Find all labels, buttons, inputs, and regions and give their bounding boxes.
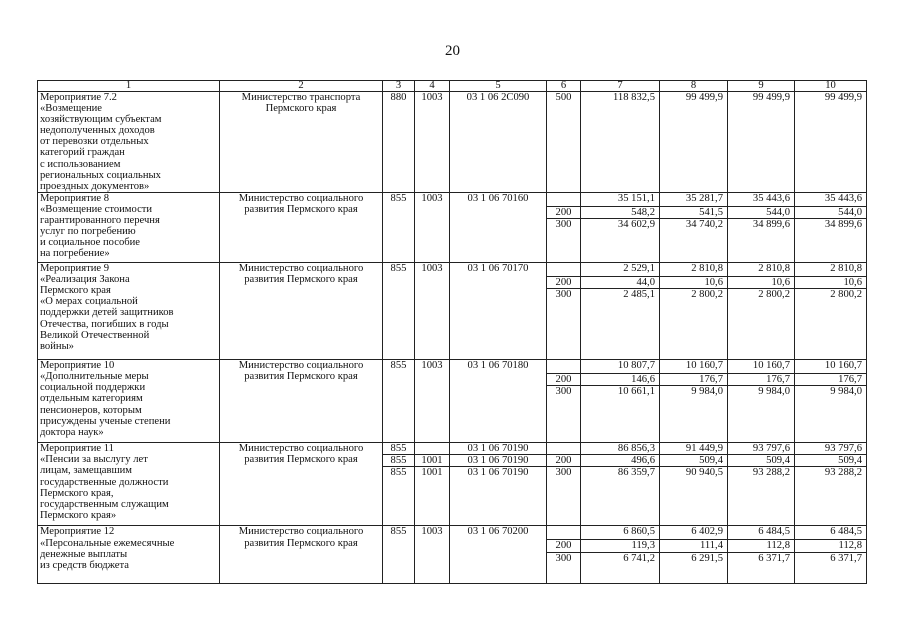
v9-cell: 9 984,0 (728, 386, 795, 443)
column-header: 6 (547, 81, 581, 92)
type-cell: 300 (547, 552, 581, 583)
section-cell (415, 277, 450, 289)
grbs-cell (383, 289, 415, 360)
v9-cell: 93 288,2 (728, 467, 795, 526)
ministry-cell: Министерство социального развития Пермского края (220, 360, 383, 443)
article-cell (450, 540, 547, 552)
section-cell: 1003 (415, 360, 450, 374)
v8-cell: 2 810,8 (660, 263, 728, 277)
section-cell (415, 219, 450, 263)
v8-cell: 9 984,0 (660, 386, 728, 443)
v10-cell: 2 800,2 (795, 289, 867, 360)
grbs-cell: 855 (383, 360, 415, 374)
article-cell (450, 552, 547, 583)
article-cell: 03 1 06 70180 (450, 360, 547, 374)
type-cell: 200 (547, 455, 581, 467)
v9-cell: 10,6 (728, 277, 795, 289)
grbs-cell (383, 374, 415, 386)
article-cell (450, 374, 547, 386)
article-cell: 03 1 06 70190 (450, 455, 547, 467)
grbs-cell: 855 (383, 443, 415, 455)
v7-cell: 34 602,9 (581, 219, 660, 263)
column-header: 5 (450, 81, 547, 92)
v8-cell: 91 449,9 (660, 443, 728, 455)
v10-cell: 34 899,6 (795, 219, 867, 263)
section-cell (415, 289, 450, 360)
v7-cell: 2 485,1 (581, 289, 660, 360)
section-cell (415, 443, 450, 455)
v7-cell: 86 359,7 (581, 467, 660, 526)
v7-cell: 146,6 (581, 374, 660, 386)
v10-cell: 544,0 (795, 207, 867, 219)
v7-cell: 10 661,1 (581, 386, 660, 443)
article-cell (450, 386, 547, 443)
v9-cell: 10 160,7 (728, 360, 795, 374)
v10-cell: 2 810,8 (795, 263, 867, 277)
v10-cell: 6 484,5 (795, 526, 867, 540)
grbs-cell: 855 (383, 193, 415, 207)
v8-cell: 34 740,2 (660, 219, 728, 263)
article-cell (450, 277, 547, 289)
ministry-cell: Министерство социального развития Пермского края (220, 443, 383, 526)
v7-cell: 118 832,5 (581, 92, 660, 193)
v7-cell: 6 860,5 (581, 526, 660, 540)
v8-cell: 2 800,2 (660, 289, 728, 360)
page-number: 20 (445, 43, 460, 59)
type-cell (547, 360, 581, 374)
v9-cell: 2 800,2 (728, 289, 795, 360)
v9-cell: 176,7 (728, 374, 795, 386)
v8-cell: 176,7 (660, 374, 728, 386)
type-cell: 200 (547, 277, 581, 289)
activity-cell: Мероприятие 10 «Дополнительные меры социальной поддержки отдельным категориям пенсионеров, которым присуждены ученые степени доктора наук» (38, 360, 220, 443)
v7-cell: 10 807,7 (581, 360, 660, 374)
v8-cell: 90 940,5 (660, 467, 728, 526)
type-cell: 200 (547, 540, 581, 552)
column-header: 4 (415, 81, 450, 92)
v8-cell: 99 499,9 (660, 92, 728, 193)
type-cell (547, 193, 581, 207)
table-row (38, 92, 867, 193)
table-row (38, 263, 867, 277)
v7-cell: 119,3 (581, 540, 660, 552)
v8-cell: 10,6 (660, 277, 728, 289)
type-cell: 300 (547, 219, 581, 263)
article-cell (450, 219, 547, 263)
v9-cell: 99 499,9 (728, 92, 795, 193)
type-cell: 200 (547, 374, 581, 386)
v10-cell: 9 984,0 (795, 386, 867, 443)
column-header-row (38, 81, 867, 92)
article-cell (450, 289, 547, 360)
v10-cell: 6 371,7 (795, 552, 867, 583)
v8-cell: 541,5 (660, 207, 728, 219)
v7-cell: 44,0 (581, 277, 660, 289)
grbs-cell (383, 552, 415, 583)
activity-cell: Мероприятие 7.2 «Возмещение хозяйствующим субъектам недополученных доходов от перевозки отдельных категорий граждан с использованием региональных социальных проездных документов» (38, 92, 220, 193)
grbs-cell (383, 386, 415, 443)
v7-cell: 6 741,2 (581, 552, 660, 583)
v10-cell: 93 288,2 (795, 467, 867, 526)
column-header: 8 (660, 81, 728, 92)
article-cell: 03 1 06 70160 (450, 193, 547, 207)
type-cell (547, 443, 581, 455)
section-cell: 1003 (415, 193, 450, 207)
section-cell (415, 552, 450, 583)
table-row (38, 443, 867, 455)
v8-cell: 6 402,9 (660, 526, 728, 540)
type-cell: 300 (547, 289, 581, 360)
section-cell: 1003 (415, 526, 450, 540)
table-row (38, 193, 867, 207)
article-cell (450, 207, 547, 219)
grbs-cell: 855 (383, 263, 415, 277)
section-cell (415, 386, 450, 443)
article-cell: 03 1 06 70170 (450, 263, 547, 277)
column-header: 7 (581, 81, 660, 92)
v7-cell: 35 151,1 (581, 193, 660, 207)
ministry-cell: Министерство социального развития Пермского края (220, 193, 383, 263)
grbs-cell (383, 219, 415, 263)
column-header: 9 (728, 81, 795, 92)
article-cell: 03 1 06 70190 (450, 443, 547, 455)
v10-cell: 112,8 (795, 540, 867, 552)
section-cell (415, 540, 450, 552)
grbs-cell (383, 207, 415, 219)
v10-cell: 176,7 (795, 374, 867, 386)
ministry-cell: Министерство социального развития Пермского края (220, 263, 383, 360)
v7-cell: 2 529,1 (581, 263, 660, 277)
v10-cell: 10 160,7 (795, 360, 867, 374)
table-row (38, 526, 867, 540)
activity-cell: Мероприятие 8 «Возмещение стоимости гарантированного перечня услуг по погребению и социальное пособие на погребение» (38, 193, 220, 263)
v8-cell: 111,4 (660, 540, 728, 552)
table-row (38, 360, 867, 374)
v7-cell: 496,6 (581, 455, 660, 467)
section-cell: 1001 (415, 467, 450, 526)
type-cell: 300 (547, 467, 581, 526)
v7-cell: 548,2 (581, 207, 660, 219)
section-cell: 1003 (415, 263, 450, 277)
v9-cell: 93 797,6 (728, 443, 795, 455)
type-cell (547, 263, 581, 277)
section-cell (415, 374, 450, 386)
v9-cell: 509,4 (728, 455, 795, 467)
grbs-cell: 855 (383, 467, 415, 526)
v10-cell: 35 443,6 (795, 193, 867, 207)
v8-cell: 35 281,7 (660, 193, 728, 207)
v10-cell: 93 797,6 (795, 443, 867, 455)
activity-cell: Мероприятие 11 «Пенсии за выслугу лет лицам, замещавшим государственные должности Пермского края, государственным служащим Пермского края» (38, 443, 220, 526)
activity-cell: Мероприятие 9 «Реализация Закона Пермского края «О мерах социальной поддержки детей защитников Отечества, погибших в годы Великой Отечественной войны» (38, 263, 220, 360)
v10-cell: 509,4 (795, 455, 867, 467)
v9-cell: 112,8 (728, 540, 795, 552)
v8-cell: 10 160,7 (660, 360, 728, 374)
v9-cell: 544,0 (728, 207, 795, 219)
v10-cell: 10,6 (795, 277, 867, 289)
v10-cell: 99 499,9 (795, 92, 867, 193)
type-cell: 300 (547, 386, 581, 443)
article-cell: 03 1 06 70190 (450, 467, 547, 526)
v7-cell: 86 856,3 (581, 443, 660, 455)
column-header: 1 (38, 81, 220, 92)
section-cell: 1003 (415, 92, 450, 193)
type-cell: 200 (547, 207, 581, 219)
v9-cell: 34 899,6 (728, 219, 795, 263)
grbs-cell: 880 (383, 92, 415, 193)
grbs-cell (383, 540, 415, 552)
article-cell: 03 1 06 70200 (450, 526, 547, 540)
type-cell: 500 (547, 92, 581, 193)
type-cell (547, 526, 581, 540)
article-cell: 03 1 06 2С090 (450, 92, 547, 193)
budget-table (37, 80, 867, 584)
grbs-cell: 855 (383, 455, 415, 467)
section-cell (415, 207, 450, 219)
v9-cell: 6 371,7 (728, 552, 795, 583)
column-header: 3 (383, 81, 415, 92)
column-header: 2 (220, 81, 383, 92)
v9-cell: 6 484,5 (728, 526, 795, 540)
v9-cell: 2 810,8 (728, 263, 795, 277)
grbs-cell: 855 (383, 526, 415, 540)
v9-cell: 35 443,6 (728, 193, 795, 207)
ministry-cell: Министерство транспорта Пермского края (220, 92, 383, 193)
section-cell: 1001 (415, 455, 450, 467)
activity-cell: Мероприятие 12 «Персональные ежемесячные денежные выплаты из средств бюджета (38, 526, 220, 583)
v8-cell: 509,4 (660, 455, 728, 467)
v8-cell: 6 291,5 (660, 552, 728, 583)
ministry-cell: Министерство социального развития Пермского края (220, 526, 383, 583)
grbs-cell (383, 277, 415, 289)
column-header: 10 (795, 81, 867, 92)
